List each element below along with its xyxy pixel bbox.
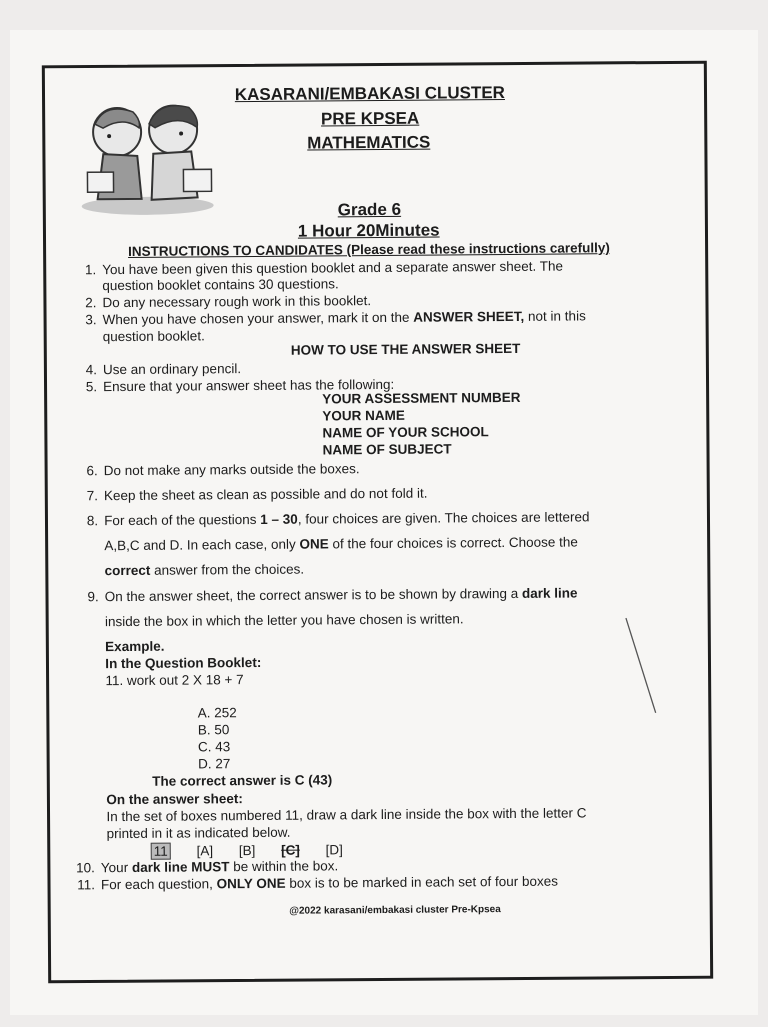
box-b: [B] xyxy=(238,842,256,859)
instruction-emphasis: dark line MUST xyxy=(131,859,230,875)
answer-box-row xyxy=(151,841,343,860)
subject-title: MATHEMATICS xyxy=(307,132,431,153)
instruction-emphasis: 1 – 30 xyxy=(260,511,298,527)
grade-label: Grade 6 xyxy=(337,199,402,220)
instruction-emphasis: dark line xyxy=(521,585,578,601)
option-c: C. 43 xyxy=(197,739,231,755)
instruction-number: 10. xyxy=(76,860,95,876)
instruction-4 xyxy=(69,361,241,377)
instruction-text: not in this xyxy=(524,308,586,324)
instruction-emphasis: ANSWER SHEET, xyxy=(413,308,525,325)
instruction-number: 5. xyxy=(85,379,98,395)
instruction-number: 3. xyxy=(85,312,97,328)
box-c-marked: [C] xyxy=(281,842,300,858)
instruction-text: answer from the choices. xyxy=(150,561,305,578)
answer-sheet-text-cont: printed in it as indicated below. xyxy=(106,824,291,842)
instruction-number: 8. xyxy=(86,513,99,529)
instruction-text: Do any necessary rough work in this booklet. xyxy=(102,293,372,311)
instruction-8-cont-2 xyxy=(104,562,304,579)
instruction-9-cont: inside the box in which the letter you have chosen is written. xyxy=(104,611,464,630)
instruction-2 xyxy=(68,293,371,310)
duration-label: 1 Hour 20Minutes xyxy=(297,220,440,241)
question-number-box: 11 xyxy=(151,843,171,860)
instruction-number: 6. xyxy=(86,463,98,479)
answer-sheet-heading: On the answer sheet: xyxy=(106,791,243,808)
instructions-title: INSTRUCTIONS TO CANDIDATES (Please read these instructions carefully) xyxy=(127,240,610,259)
instruction-number: 11. xyxy=(77,877,96,893)
instruction-number: 2. xyxy=(85,295,97,311)
instruction-3-cont: question booklet. xyxy=(102,328,205,345)
instruction-text: of the four choices is correct. Choose the xyxy=(328,534,578,552)
instruction-text: You have been given this question booklet and a separate answer sheet. The xyxy=(102,258,564,278)
instruction-7 xyxy=(70,486,428,504)
requirement-school: NAME OF YOUR SCHOOL xyxy=(322,424,489,441)
instruction-3 xyxy=(69,308,586,327)
instruction-text: For each of the questions xyxy=(104,511,261,529)
instruction-number: 4. xyxy=(85,362,98,378)
exam-name: PRE KPSEA xyxy=(320,108,420,129)
instruction-text: , four choices are given. The choices are lettered xyxy=(297,509,590,527)
correct-answer-note: The correct answer is C (43) xyxy=(152,772,333,789)
example-booklet-heading: In the Question Booklet: xyxy=(105,654,262,672)
requirement-assessment-number: YOUR ASSESSMENT NUMBER xyxy=(322,389,521,407)
instruction-emphasis: ONLY ONE xyxy=(216,875,286,892)
option-d: D. 27 xyxy=(198,756,231,772)
instruction-1-cont: question booklet contains 30 questions. xyxy=(102,276,339,294)
requirement-subject: NAME OF SUBJECT xyxy=(322,441,452,458)
how-to-heading: HOW TO USE THE ANSWER SHEET xyxy=(290,340,521,358)
requirement-name: YOUR NAME xyxy=(322,407,405,424)
instruction-emphasis: correct xyxy=(104,562,151,579)
instruction-text: On the answer sheet, the correct answer is to be shown by drawing a xyxy=(104,585,523,605)
instruction-text: Keep the sheet as clean as possible and do not fold it. xyxy=(103,485,428,504)
pencil-mark xyxy=(621,613,662,723)
instruction-number: 9. xyxy=(87,589,99,605)
instruction-9 xyxy=(71,585,578,604)
answer-sheet-text: In the set of boxes numbered 11, draw a dark line inside the box with the letter C xyxy=(106,805,587,825)
option-a: A. 252 xyxy=(197,705,237,721)
instruction-8 xyxy=(70,509,589,528)
instruction-11 xyxy=(67,874,558,893)
instruction-1 xyxy=(68,259,563,278)
children-reading-illustration xyxy=(75,93,221,219)
option-b: B. 50 xyxy=(197,722,230,738)
footer-copyright: @2022 karasani/embakasi cluster Pre-Kpsea xyxy=(289,904,501,917)
example-question: 11. work out 2 X 18 + 7 xyxy=(105,672,244,689)
instruction-text: A,B,C and D. In each case, only xyxy=(104,536,300,554)
instruction-text: For each question, xyxy=(100,876,217,893)
instruction-text: When you have chosen your answer, mark it on the xyxy=(102,309,414,328)
instruction-text: Do not make any marks outside the boxes. xyxy=(103,461,360,479)
instruction-8-cont-1 xyxy=(104,534,578,553)
instruction-number: 1. xyxy=(84,262,97,278)
box-d: [D] xyxy=(325,842,343,858)
instruction-text: box is to be marked in each set of four boxes xyxy=(285,873,559,891)
instruction-emphasis: ONE xyxy=(299,536,329,552)
box-a: [A] xyxy=(196,843,214,859)
example-heading: Example. xyxy=(105,638,165,655)
instruction-text: Use an ordinary pencil. xyxy=(102,361,242,378)
instruction-text: be within the box. xyxy=(229,858,339,875)
instruction-6 xyxy=(70,461,360,478)
instruction-number: 7. xyxy=(86,488,99,504)
instruction-10 xyxy=(67,858,339,875)
instruction-text: Ensure that your answer sheet has the following: xyxy=(103,376,395,395)
instruction-text: Your xyxy=(100,859,132,876)
cluster-title: KASARANI/EMBAKASI CLUSTER xyxy=(234,83,506,105)
